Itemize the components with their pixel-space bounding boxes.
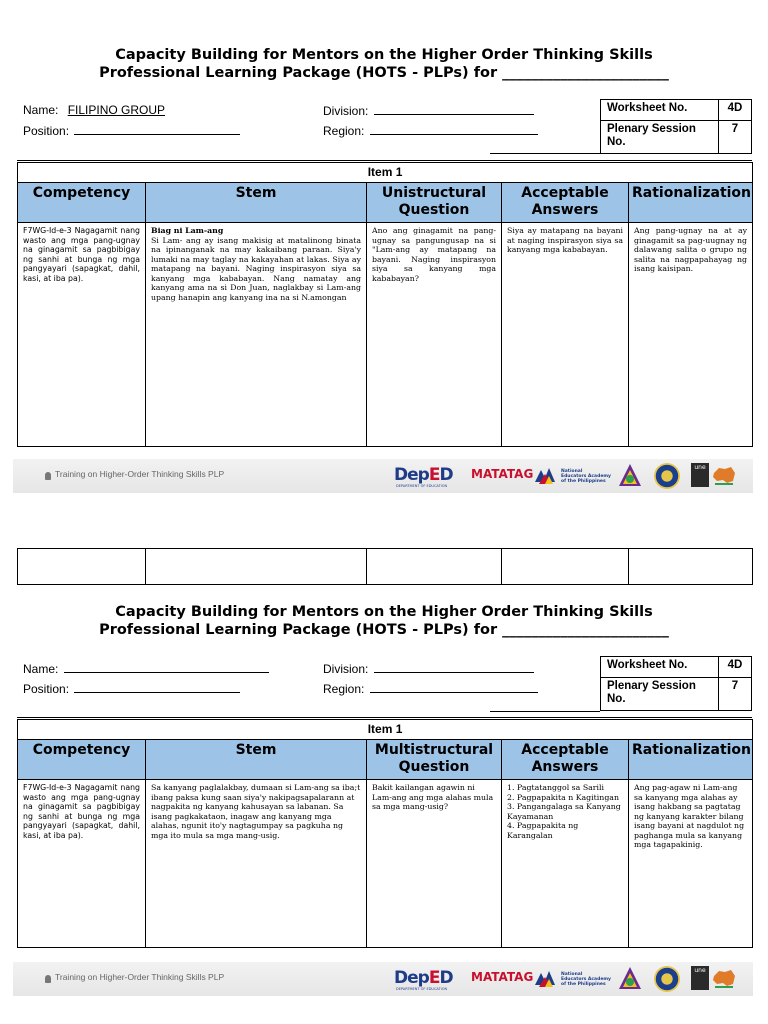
- stem-cell: [146, 780, 367, 948]
- une-logo: une: [691, 463, 709, 487]
- document-title-line1: Capacity Building for Mentors on the Higher Order Thinking Skills: [115, 47, 653, 63]
- divider-line: [17, 160, 752, 161]
- rationalization-cell: Ang pag-agaw ni Lam-ang sa kanyang mga alahas ay isang hakbang sa pagtatag ng kanyang karakter bilang isang bayani at nagdulot ng paghanga mula sa kanyang mga tagapakinig.: [629, 780, 753, 948]
- triangle-logo-icon: [617, 462, 643, 490]
- name-value[interactable]: FILIPINO GROUP: [67, 103, 166, 117]
- australia-logo-icon: [711, 463, 737, 487]
- neap-logo-icon: [533, 464, 611, 488]
- division-blank[interactable]: [374, 661, 534, 673]
- empty-cell: [629, 549, 753, 585]
- deped-subtitle: DEPARTMENT OF EDUCATION: [396, 987, 448, 991]
- document-title-line2: Professional Learning Package (HOTS - PLPs) for _______________________: [99, 622, 669, 638]
- footer-banner: [13, 962, 753, 996]
- hots-item-table: [17, 162, 753, 447]
- document-title-line1: Capacity Building for Mentors on the Higher Order Thinking Skills: [115, 604, 653, 620]
- answer-item: 1. Pagtatanggol sa Sarili: [507, 783, 605, 792]
- position-field: [23, 681, 240, 696]
- svg-text:of the Philippines: of the Philippines: [561, 479, 606, 484]
- position-label: Position:: [23, 124, 70, 138]
- header-acceptable-answers: Acceptable Answers: [502, 740, 629, 780]
- answers-cell: [502, 780, 629, 948]
- continuation-row-table: [17, 548, 753, 585]
- header-competency: Competency: [18, 183, 146, 223]
- name-field: [23, 103, 165, 117]
- header-competency: Competency: [18, 740, 146, 780]
- deped-logo: DepED: [394, 465, 453, 485]
- footer-banner: [13, 459, 753, 493]
- une-logo: une: [691, 966, 709, 990]
- svg-text:Educators Academy: Educators Academy: [561, 474, 611, 479]
- hots-item-table: [17, 719, 753, 948]
- empty-cell: [146, 549, 367, 585]
- name-label: Name:: [23, 103, 59, 117]
- plenary-session-value: 7: [719, 121, 752, 154]
- seal-logo-icon: [654, 463, 680, 489]
- name-field: [23, 661, 269, 676]
- triangle-logo-icon: [617, 965, 643, 993]
- worksheet-no-label: Worksheet No.: [601, 657, 719, 678]
- header-acceptable-answers: Acceptable Answers: [502, 183, 629, 223]
- division-label: Division:: [323, 662, 369, 676]
- competency-cell: F7WG-Id-e-3 Nagagamit nang wasto ang mga pang-ugnay na ginagamit sa pagbibigay ng sanhi at bunga ng mga pangyayari (sapagkat, dahil, kasi, at iba pa).: [18, 780, 146, 948]
- plenary-session-value: 7: [719, 678, 752, 711]
- svg-text:Educators Academy: Educators Academy: [561, 977, 611, 982]
- empty-cell: [502, 549, 629, 585]
- footer-text-label: Training on Higher-Order Thinking Skills PLP: [55, 469, 225, 479]
- answer-item: 4. Pagpapakita ng Karangalan: [507, 821, 579, 840]
- answer-item: 3. Pangangalaga sa Kanyang Kayamanan: [507, 802, 621, 821]
- header-question: Unistructural Question: [367, 183, 502, 223]
- stem-text: Si Lam- ang ay isang makisig at matalinong binata na ipinanganak na may kakaibang paraan. Siya'y lumaki na may taglay na kakayahan at lakas. Siya ay matapang na bayani. Naging inspirasyon siya sa kanyang mga kababayan. Nang namatay ang kanyang ama na si Don Juan, naglakbay si Lam-ang upang hanapin ang kanyang ina na si N.amongan: [151, 235, 361, 302]
- header-stem: Stem: [146, 740, 367, 780]
- header-rationalization: Rationalization: [629, 740, 753, 780]
- deped-subtitle: DEPARTMENT OF EDUCATION: [396, 484, 448, 488]
- header-stem: Stem: [146, 183, 367, 223]
- footer-text: [43, 972, 224, 982]
- answer-item: Siya ay matapang na bayani at naging inspirasyon siya sa kanyang mga kababayan.: [507, 226, 623, 254]
- stem-text: Sa kanyang paglalakbay, dumaan si Lam-ang sa iba;t ibang paksa kung saan siya'y nakipagsapalarann at nagpakita ng kanyang kahusayan sa labanan. Sa isang pagkakataon, inagaw ang kanyang mga alahas, ngunit ito'y nagtagumpay sa pagkuha ng mga ito mula sa mga mang-usig.: [151, 783, 361, 840]
- region-blank[interactable]: [370, 123, 538, 135]
- answers-cell: [502, 223, 629, 447]
- answers-list: [507, 783, 623, 840]
- worksheet-no-value: 4D: [719, 657, 752, 678]
- region-field: [323, 681, 538, 696]
- header-rationalization: Rationalization: [629, 183, 753, 223]
- worksheet-no-label: Worksheet No.: [601, 100, 719, 121]
- divider-line: [17, 717, 752, 718]
- footer-text: [43, 469, 224, 479]
- svg-text:National: National: [561, 469, 583, 474]
- position-field: [23, 123, 240, 138]
- name-label: Name:: [23, 662, 59, 676]
- answer-item: 2. Pagpapakita n Kagitingan: [507, 792, 619, 802]
- question-cell: Ano ang ginagamit na pang-ugnay sa pangungusap na si "Lam-ang ay matapang na bayani. Naging inspirasyon siya sa kanyang mga kababayan?: [367, 223, 502, 447]
- matatag-logo: MATATAG: [471, 467, 534, 481]
- seal-logo-icon: [654, 966, 680, 992]
- svg-text:of the Philippines: of the Philippines: [561, 982, 606, 987]
- region-blank[interactable]: [370, 681, 538, 693]
- header-question: Multistructural Question: [367, 740, 502, 780]
- region-label: Region:: [323, 124, 365, 138]
- stem-cell: [146, 223, 367, 447]
- deped-logo: DepED: [394, 968, 453, 988]
- rationalization-cell: Ang pang-ugnay na at ay ginagamit sa pag-uugnay ng dalawang salita o grupo ng salita na nagpapahayag ng isang kaisipan.: [629, 223, 753, 447]
- item-label: Item 1: [18, 720, 753, 740]
- document-title-line2: Professional Learning Package (HOTS - PLPs) for _______________________: [99, 65, 669, 81]
- stem-title: Biag ni Lam-ang: [151, 226, 224, 235]
- region-label: Region:: [323, 682, 365, 696]
- division-field: [323, 103, 534, 118]
- division-label: Division:: [323, 104, 369, 118]
- worksheet-no-value: 4D: [719, 100, 752, 121]
- worksheet-info-table: [600, 656, 752, 711]
- empty-cell: [18, 549, 146, 585]
- plenary-session-label: Plenary Session No.: [601, 678, 719, 711]
- empty-cell: [367, 549, 502, 585]
- position-label: Position:: [23, 682, 70, 696]
- divider-line: [490, 153, 600, 154]
- footer-text-label: Training on Higher-Order Thinking Skills PLP: [55, 972, 225, 982]
- region-field: [323, 123, 538, 138]
- item-label: Item 1: [18, 163, 753, 183]
- position-blank[interactable]: [74, 681, 240, 693]
- question-cell: Bakit kailangan agawin ni Lam-ang ang mga alahas mula sa mga mang-usig?: [367, 780, 502, 948]
- name-blank[interactable]: [64, 661, 269, 673]
- division-field: [323, 661, 534, 676]
- neap-logo-icon: [533, 967, 611, 991]
- worksheet-info-table: [600, 99, 752, 154]
- divider-line: [490, 711, 600, 712]
- position-blank[interactable]: [74, 123, 240, 135]
- plenary-session-label: Plenary Session No.: [601, 121, 719, 154]
- division-blank[interactable]: [374, 103, 534, 115]
- matatag-logo: MATATAG: [471, 970, 534, 984]
- competency-cell: F7WG-Id-e-3 Nagagamit nang wasto ang mga pang-ugnay na ginagamit sa pagbibigay ng sanhi at bunga ng mga pangyayari (sapagkat, dahil, kasi, at iba pa).: [18, 223, 146, 447]
- australia-logo-icon: [711, 966, 737, 990]
- svg-text:National: National: [561, 972, 583, 977]
